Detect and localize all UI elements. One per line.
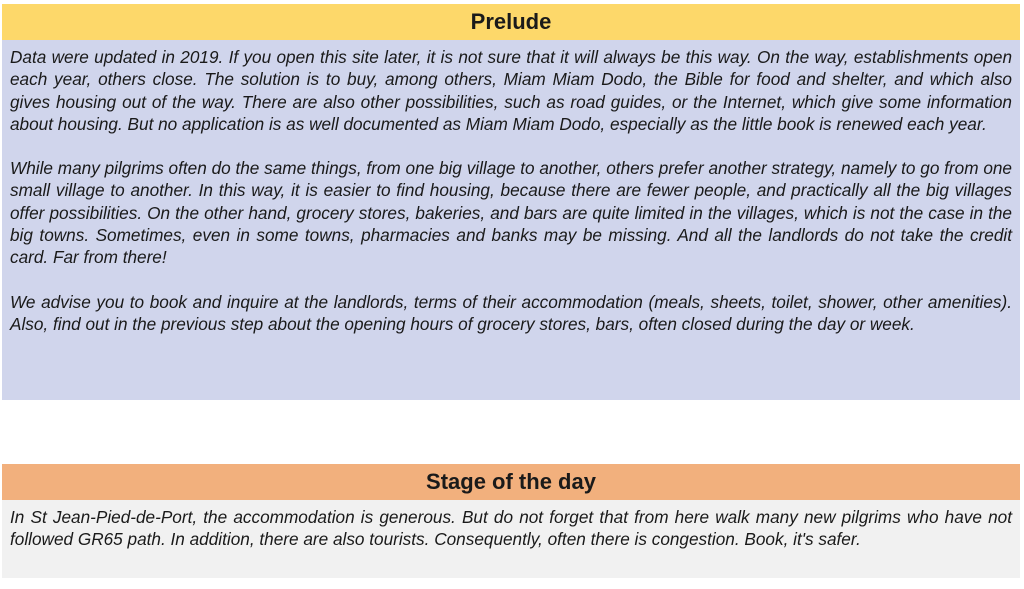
stage-section [2, 464, 1020, 578]
prelude-paragraph-3: We advise you to book and inquire at the landlords, terms of their accommodation (meals, sheets, toilet, shower, other amenities). Also, find out in the previous step about the opening hours of grocery stores, bars, often closed during the day or week. [10, 291, 1012, 334]
prelude-heading: Prelude [2, 4, 1020, 40]
prelude-section [2, 4, 1020, 400]
stage-heading: Stage of the day [2, 464, 1020, 500]
prelude-paragraph-2: While many pilgrims often do the same things, from one big village to another, others prefer another strategy, namely to go from one small village to another. In this way, it is easier to find housing, because there are fewer people, and practically all the big villages offer possibilities. On the other hand, grocery stores, bakeries, and bars are quite limited in the villages, which is not the case in the big towns. Sometimes, even in some towns, pharmacies and banks may be missing. And all the landlords do not take the credit card. Far from there! [10, 158, 1012, 268]
stage-paragraph-1: In St Jean-Pied-de-Port, the accommodation is generous. But do not forget that from here walk many new pilgrims who have not followed GR65 path. In addition, there are also tourists. Consequently, often there is congestion. Book, it's safer. [10, 507, 1012, 550]
stage-body [2, 500, 1020, 578]
prelude-paragraph-1: Data were updated in 2019. If you open this site later, it is not sure that it will always be this way. On the way, establishments open each year, others close. The solution is to buy, among others, Miam Miam Dodo, the Bible for food and shelter, and which also gives housing out of the way. There are also other possibilities, such as road guides, or the Internet, which give some information about housing. But no application is as well documented as Miam Miam Dodo, especially as the little book is renewed each year. [10, 47, 1012, 134]
prelude-body [2, 40, 1020, 400]
